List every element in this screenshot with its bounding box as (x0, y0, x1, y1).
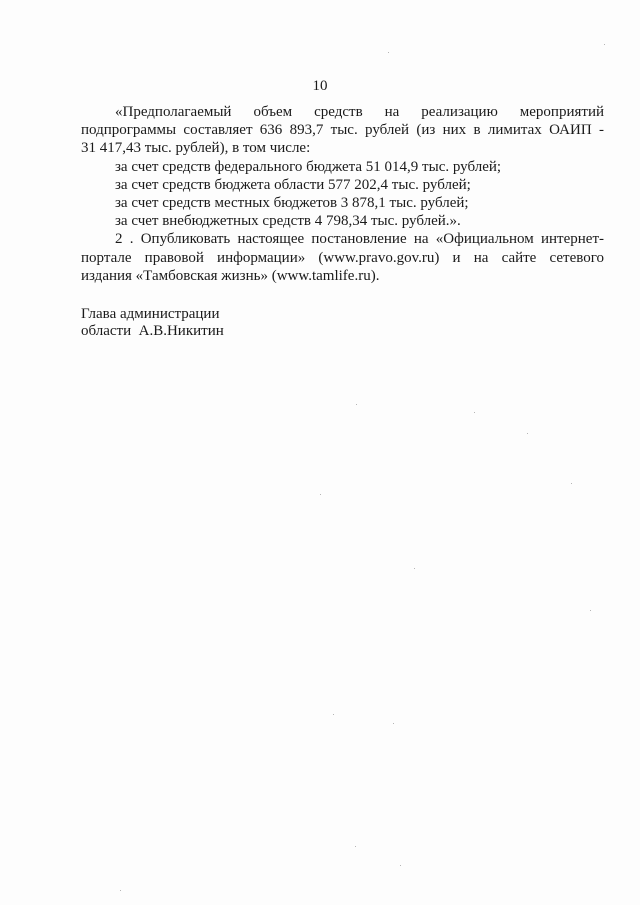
funding-item: за счет внебюджетных средств 4 798,34 тыс. рублей.». (115, 213, 461, 230)
paragraph-funding-intro (81, 103, 604, 158)
scan-speck (393, 723, 394, 724)
paragraph-publication (81, 230, 604, 285)
signature-name: области А.В.Никитин (81, 323, 224, 339)
signature-block (81, 306, 224, 340)
scan-speck (120, 890, 121, 891)
scan-speck (388, 52, 389, 53)
scan-speck (474, 412, 475, 413)
paragraph-line: 2 . Опубликовать настоящее постановление на «Официальном интернет- (115, 231, 604, 248)
scan-speck (355, 846, 356, 847)
scan-speck (604, 44, 605, 45)
funding-item: за счет средств федерального бюджета 51 014,9 тыс. рублей; (115, 158, 502, 175)
document-body (81, 103, 604, 285)
paragraph-line: подпрограммы составляет 636 893,7 тыс. рублей (из них в лимитах ОАИП - (81, 122, 604, 139)
scan-speck (333, 714, 334, 715)
paragraph-line: 31 417,43 тыс. рублей), в том числе: (81, 140, 311, 157)
scan-speck (356, 404, 357, 405)
scan-speck (320, 494, 321, 495)
paragraph-line: издания «Тамбовская жизнь» (www.tamlife.ru). (81, 267, 380, 284)
funding-list (81, 158, 604, 231)
scan-speck (400, 865, 401, 866)
paragraph-line: портале правовой информации» (www.pravo.gov.ru) и на сайте сетевого (81, 249, 604, 266)
funding-item: за счет средств бюджета области 577 202,4 тыс. рублей; (115, 176, 471, 193)
funding-item: за счет средств местных бюджетов 3 878,1 тыс. рублей; (115, 195, 469, 212)
paragraph-line: «Предполагаемый объем средств на реализацию мероприятий (115, 104, 604, 120)
scan-speck (527, 433, 528, 434)
scan-speck (414, 568, 415, 569)
page-number: 10 (312, 78, 328, 94)
scan-speck (571, 483, 572, 484)
signature-title: Глава администрации (81, 306, 220, 322)
scan-speck (590, 610, 591, 611)
